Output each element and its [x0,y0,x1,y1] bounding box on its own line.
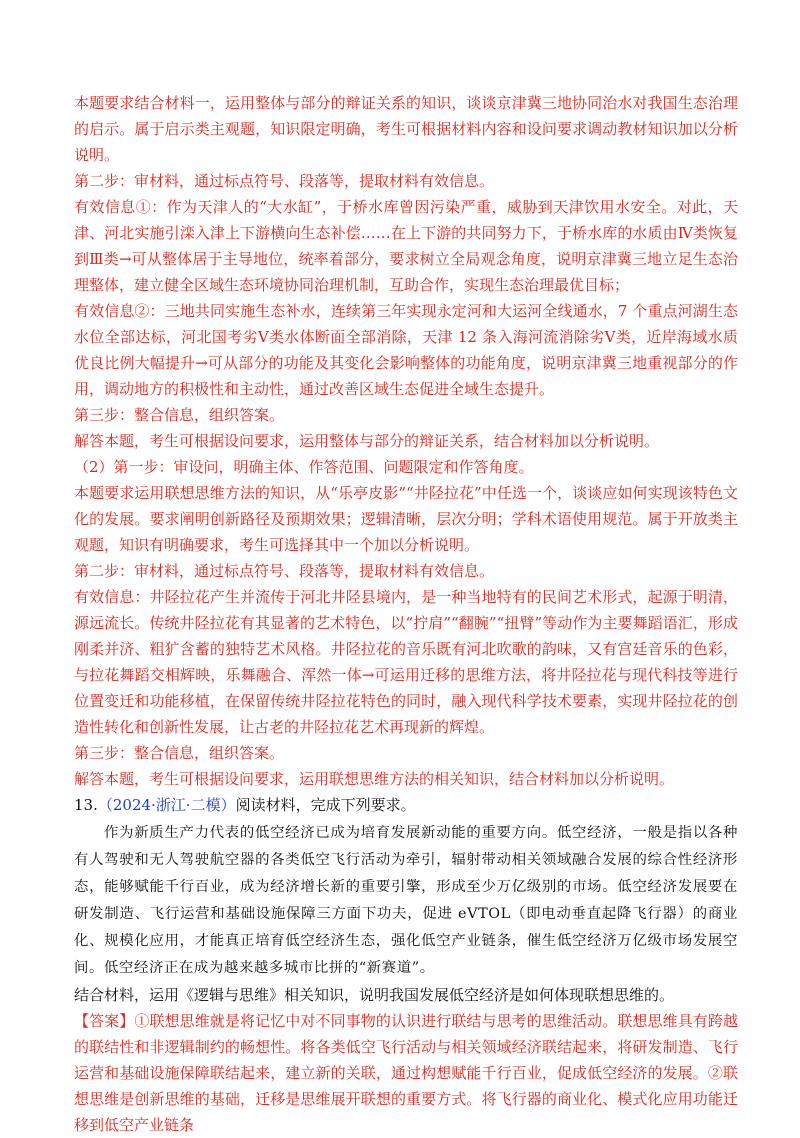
sub-question-step: （2）第一步：审设问，明确主体、作答范围、问题限定和作答角度。 [74,458,534,476]
question-13-header [74,792,738,818]
analysis-paragraph: 本题要求结合材料一，运用整体与部分的辩证关系的知识，谈谈京津冀三地协同治水对我国生态治理的启示。属于启示类主观题，知识限定明确，考生可根据材料内容和设问要求调动教材知识加以分析说明。 [74,94,738,164]
question-text: 结合材料，运用《逻辑与思维》相关知识，说明我国发展低空经济是如何体现联想思维的。 [74,986,675,1004]
answer-paragraph [74,1008,738,1138]
answer-guidance: 解答本题，考生可根据设问要求，运用联想思维方法的相关知识，结合材料加以分析说明。 [74,770,675,788]
question-prompt: 阅读材料，完成下列要求。 [235,796,416,814]
step-heading: 第二步：审材料，通过标点符号、段落等，提取材料有效信息。 [74,562,495,580]
effective-info-2: 有效信息②：三地共同实施生态补水，连续第三年实现永定河和大运河全线通水，7 个重点河湖生态水位全部达标，河北国考劣Ⅴ类水体断面全部消除，天津 12 条入海河流消除劣Ⅴ类，近岸海域水质优良比例大幅提升→可从部分的功能及其变化会影响整体的功能角度，说明京津冀三地重视部分的作用，调动地方的积极性和主动性，通过改善区域生态促进全域生态提升。 [74,302,738,398]
question-material: 作为新质生产力代表的低空经济已成为培育发展新动能的重要方向。低空经济，一般是指以各种有人驾驶和无人驾驶航空器的各类低空飞行活动为牵引，辐射带动相关领域融合发展的综合性经济形态，能够赋能千行百业，成为经济增长新的重要引擎，形成至少万亿级别的市场。低空经济发展要在研发制造、飞行运营和基础设施保障三方面下功夫，促进 eVTOL（即电动垂直起降飞行器）的商业化、规模化应用，才能真正培育低空经济生态，强化低空产业链条，催生低空经济万亿级市场发展空间。低空经济正在成为越来越多城市比拼的“新赛道”。 [74,825,738,976]
step-heading: 第三步：整合信息，组织答案。 [74,406,285,424]
step-heading: 第三步：整合信息，组织答案。 [74,744,285,762]
answer-text: ①联想思维就是将记忆中对不同事物的认识进行联结与思考的思维活动。联想思维具有跨越的联结性和非逻辑制约的畅想性。将各类低空飞行活动与相关领域经济联结起来，将研发制造、飞行运营和基础设施保障联结起来，建立新的关联，通过构想赋能千行百业，促成低空经济的发展。②联想思维是创新思维的基础，迁移是思维展开联想的重要方式。将飞行器的商业化、模式化应用功能迁移到低空产业链条 [74,1012,738,1134]
document-page [74,90,738,1138]
effective-info-1: 有效信息①：作为天津人的“大水缸”，于桥水库曾因污染严重，威胁到天津饮用水安全。对此，天津、河北实施引滦入津上下游横向生态补偿……在上下游的共同努力下，于桥水库的水质由Ⅳ类恢复到Ⅲ类→可从整体居于主导地位，统率着部分，要求树立全局观念角度，说明京津冀三地立足生态治理整体，建立健全区域生态环境协同治理机制，互助合作，实现生态治理最优目标； [74,198,738,294]
step-heading: 第二步：审材料，通过标点符号、段落等，提取材料有效信息。 [74,172,495,190]
answer-guidance: 解答本题，考生可根据设问要求，运用整体与部分的辩证关系，结合材料加以分析说明。 [74,432,660,450]
analysis-paragraph: 本题要求运用联想思维方法的知识，从“乐亭皮影”“井陉拉花”中任选一个，谈谈应如何实现该特色文化的发展。要求阐明创新路径及预期效果；逻辑清晰，层次分明；学科术语使用规范。属于开放类主观题，知识有明确要求，考生可选择其中一个加以分析说明。 [74,484,738,554]
question-number: 13. [74,796,98,814]
question-source: （2024·浙江·二模） [97,796,236,814]
answer-label: 【答案】 [74,1012,135,1030]
effective-info: 有效信息：井陉拉花产生并流传于河北井陉县境内，是一种当地特有的民间艺术形式，起源于明清，源远流长。传统井陉拉花有其显著的艺术特色，以“拧肩”“翻腕”“扭臂”等动作为主要舞蹈语汇，形成刚柔并济、粗犷含蓄的独特艺术风格。井陉拉花的音乐既有河北吹歌的韵味，又有宫廷音乐的色彩，与拉花舞蹈交相辉映，乐舞融合、浑然一体→可运用迁移的思维方法，将井陉拉花与现代科技等进行位置变迁和功能移植，在保留传统井陉拉花特色的同时，融入现代科学技术要素，实现井陉拉花的创造性转化和创新性发展，让古老的井陉拉花艺术再现新的辉煌。 [74,588,738,736]
